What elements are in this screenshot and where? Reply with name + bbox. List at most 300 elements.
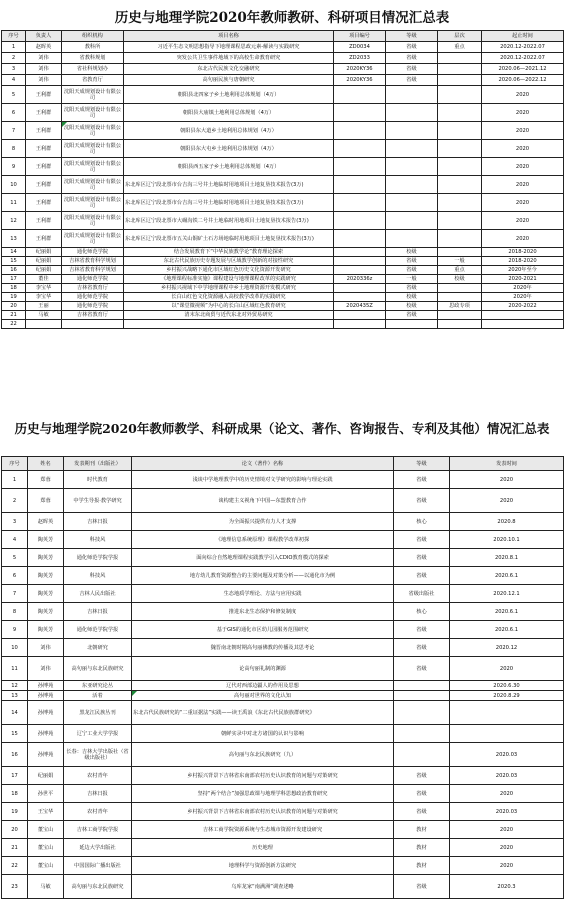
project-cell xyxy=(334,293,386,302)
project-cell xyxy=(438,158,482,176)
project-cell: 省级 xyxy=(386,284,438,293)
achievement-cell: 时代教育 xyxy=(64,471,132,489)
achievement-table xyxy=(1,456,564,899)
achievement-cell: 吉林日报 xyxy=(64,513,132,531)
achievement-cell xyxy=(450,725,564,743)
achievement-row xyxy=(2,691,564,701)
project-cell: ZD2033 xyxy=(334,53,386,64)
project-row xyxy=(2,302,564,311)
project-cell: 省级 xyxy=(386,53,438,64)
achievement-cell: 吉林人民出版社 xyxy=(64,585,132,603)
project-cell: 1 xyxy=(2,42,26,53)
project-cell xyxy=(62,320,124,329)
achievement-cell: 吉林工商学院资源系统与生态城市资源开发建设研究 xyxy=(132,821,394,839)
achievement-cell: 孙博苑 xyxy=(28,691,64,701)
achievement-cell: 吉林日报 xyxy=(64,785,132,803)
achievement-cell: 省级 xyxy=(394,549,450,567)
project-table xyxy=(1,30,564,329)
project-cell xyxy=(438,311,482,320)
project-row xyxy=(2,176,564,194)
achievement-cell: 董宝山 xyxy=(28,821,64,839)
project-cell: 沈阳天成规划设计有限公司 xyxy=(62,122,124,140)
achievement-cell: 2020.6.1 xyxy=(450,621,564,639)
project-cell xyxy=(334,104,386,122)
achievement-cell: 省级 xyxy=(394,785,450,803)
project-cell xyxy=(386,140,438,158)
project-cell: 2020 xyxy=(482,86,564,104)
achievement-cell: 陶英芳 xyxy=(28,585,64,603)
achievement-row xyxy=(2,549,564,567)
project-cell: 13 xyxy=(2,230,26,248)
achievement-cell: 13 xyxy=(2,691,28,701)
achievement-cell: 孙博苑 xyxy=(28,743,64,767)
achievement-cell: 核心 xyxy=(394,603,450,621)
project-cell: 朝阳县大庙镇土地利用总体规划（4万） xyxy=(124,104,334,122)
project-header-cell: 序号 xyxy=(2,31,26,42)
project-cell: 2020-2022 xyxy=(482,302,564,311)
achievement-row xyxy=(2,657,564,681)
achievement-cell: 18 xyxy=(2,785,28,803)
project-cell: 2020 xyxy=(482,140,564,158)
project-cell: 朝阳县东大屯乡土地利用总体规划（4万） xyxy=(124,140,334,158)
project-cell: 2 xyxy=(2,53,26,64)
achievement-cell: 董宝山 xyxy=(28,857,64,875)
achievement-cell: 3 xyxy=(2,513,28,531)
project-cell: 乡村振兴战略下通化市区域红色历史文化资源开发研究 xyxy=(124,266,334,275)
project-cell xyxy=(124,320,334,329)
project-cell: 省级 xyxy=(386,266,438,275)
project-header-cell: 负责人 xyxy=(26,31,62,42)
achievement-cell: 2020 xyxy=(450,857,564,875)
achievement-row xyxy=(2,513,564,531)
project-cell: 纪丽娟 xyxy=(26,257,62,266)
project-cell: 刘伟 xyxy=(26,64,62,75)
achievement-cell: 2020.10.1 xyxy=(450,531,564,549)
achievement-cell: 《地理信息系统原理》课程教学改革初探 xyxy=(132,531,394,549)
achievement-cell: 2 xyxy=(2,489,28,513)
project-cell: 王利群 xyxy=(26,230,62,248)
achievement-cell: 23 xyxy=(2,875,28,899)
achievement-cell: 2020.12.1 xyxy=(450,585,564,603)
achievement-cell: 6 xyxy=(2,567,28,585)
project-cell: 2020.12-2022.07 xyxy=(482,53,564,64)
project-cell xyxy=(386,194,438,212)
project-row xyxy=(2,122,564,140)
achievement-cell: 通化师范学院学报 xyxy=(64,549,132,567)
achievement-cell: 辽代对西部边疆人的作用及思想 xyxy=(132,681,394,691)
achievement-cell: 董宝山 xyxy=(28,839,64,857)
project-cell xyxy=(334,230,386,248)
project-cell xyxy=(438,104,482,122)
project-row xyxy=(2,158,564,176)
achievement-cell: 2020 xyxy=(450,839,564,857)
achievement-cell: 省级 xyxy=(394,621,450,639)
project-cell: 校级 xyxy=(438,275,482,284)
project-cell: 沈阳天成规划设计有限公司 xyxy=(62,230,124,248)
project-header-row xyxy=(2,31,564,42)
project-cell xyxy=(438,230,482,248)
project-row xyxy=(2,284,564,293)
achievement-cell: 2020.6.1 xyxy=(450,567,564,585)
project-cell xyxy=(334,194,386,212)
achievement-cell: 中学生导报·教学研究 xyxy=(64,489,132,513)
achievement-row xyxy=(2,767,564,785)
project-cell xyxy=(334,311,386,320)
achievement-cell: 2020.03 xyxy=(450,803,564,821)
achievement-cell: 刘伟 xyxy=(28,639,64,657)
achievement-cell: 省级 xyxy=(394,657,450,681)
achievement-cell: 延边大学出版社 xyxy=(64,839,132,857)
project-cell: 省级 xyxy=(386,75,438,86)
achievement-cell: 5 xyxy=(2,549,28,567)
achievement-cell: 基于GIS的通化市区幼儿园服务范围研究 xyxy=(132,621,394,639)
achievement-cell: 10 xyxy=(2,639,28,657)
achievement-cell: 纪丽娟 xyxy=(28,767,64,785)
achievement-header-cell: 发表时间 xyxy=(450,457,564,471)
achievement-header-row xyxy=(2,457,564,471)
project-header-cell: 组织机构 xyxy=(62,31,124,42)
project-cell xyxy=(438,248,482,257)
project-cell: 通化师范学院 xyxy=(62,248,124,257)
achievement-header-cell: 姓名 xyxy=(28,457,64,471)
project-cell: 朝阳县东大道乡土地利用总体规划（4万） xyxy=(124,122,334,140)
project-cell xyxy=(438,75,482,86)
project-cell: 省教科规划 xyxy=(62,53,124,64)
achievement-cell: 2020 xyxy=(450,785,564,803)
project-cell: 沈阳天成规划设计有限公司 xyxy=(62,158,124,176)
project-cell xyxy=(386,320,438,329)
achievement-cell: 为全面振兴提供有力人才支撑 xyxy=(132,513,394,531)
project-cell: 沈阳天成规划设计有限公司 xyxy=(62,140,124,158)
project-row xyxy=(2,53,564,64)
project-cell: 一般 xyxy=(386,275,438,284)
project-cell: 王利群 xyxy=(26,194,62,212)
project-cell: 东北库区辽宁段北票市台吉沟三号井土地临时用地项目土地复垦技术报告(3万) xyxy=(124,194,334,212)
table1-title: 历史与地理学院2020年教师教研、科研项目情况汇总表 xyxy=(114,10,450,26)
achievement-cell: 2020.6.30 xyxy=(450,681,564,691)
achievement-cell: 地方幼儿教育资源整合的主要问题及对策分析——以通化市为例 xyxy=(132,567,394,585)
project-cell: 5 xyxy=(2,86,26,104)
project-row xyxy=(2,104,564,122)
project-cell xyxy=(334,257,386,266)
project-cell: 沈阳天成规划设计有限公司 xyxy=(62,176,124,194)
achievement-cell: 陶英芳 xyxy=(28,531,64,549)
project-cell xyxy=(334,86,386,104)
achievement-cell: 科技风 xyxy=(64,567,132,585)
achievement-cell: 省级 xyxy=(394,767,450,785)
project-cell xyxy=(438,53,482,64)
project-cell xyxy=(482,320,564,329)
achievement-cell: 东亚研究论丛 xyxy=(64,681,132,691)
achievement-cell: 地理科学与资源创新方法研究 xyxy=(132,857,394,875)
project-cell: 《地理课程标准实施》课程建设与地理课程改革的实践研究 xyxy=(124,275,334,284)
project-cell: 9 xyxy=(2,158,26,176)
project-cell: 2020 xyxy=(482,194,564,212)
project-cell: 长白山红色文化资源融入高校教学改革的实践研究 xyxy=(124,293,334,302)
achievement-cell: 2020.03 xyxy=(450,767,564,785)
project-cell xyxy=(386,176,438,194)
project-cell xyxy=(334,212,386,230)
achievement-cell xyxy=(394,743,450,767)
project-cell: 赵晖英 xyxy=(26,42,62,53)
project-cell: 通化师范学院 xyxy=(62,293,124,302)
achievement-cell: 2020.12 xyxy=(450,639,564,657)
achievement-cell xyxy=(394,691,450,701)
achievement-cell: 赵晖英 xyxy=(28,513,64,531)
project-cell xyxy=(334,248,386,257)
achievement-cell: 2020.3 xyxy=(450,875,564,899)
project-cell: 2020年 xyxy=(482,284,564,293)
project-cell: 2020336z xyxy=(334,275,386,284)
achievement-row xyxy=(2,681,564,691)
achievement-header-cell: 序号 xyxy=(2,457,28,471)
project-cell: 高句丽民族与唐朝研究 xyxy=(124,75,334,86)
project-cell: 2020 xyxy=(482,158,564,176)
project-cell: 重点 xyxy=(438,266,482,275)
project-cell xyxy=(386,230,438,248)
project-cell: 18 xyxy=(2,284,26,293)
project-cell xyxy=(334,176,386,194)
project-cell: 21 xyxy=(2,311,26,320)
achievement-cell: 16 xyxy=(2,743,28,767)
achievement-row xyxy=(2,785,564,803)
project-cell: 王利群 xyxy=(26,140,62,158)
achievement-cell: 孙博苑 xyxy=(28,725,64,743)
project-cell: 通化师范学院 xyxy=(62,302,124,311)
project-cell xyxy=(438,122,482,140)
achievement-cell: 活着 xyxy=(64,691,132,701)
achievement-cell: 乡村振兴背景下吉林省东南部农村历史认识教育的问题与对策研究 xyxy=(132,803,394,821)
project-cell: 2018-2020 xyxy=(482,257,564,266)
project-cell: 纪丽娟 xyxy=(26,266,62,275)
achievement-row xyxy=(2,585,564,603)
project-cell: 14 xyxy=(2,248,26,257)
project-cell: 2020 xyxy=(482,212,564,230)
project-cell xyxy=(334,320,386,329)
achievement-cell: 长春：吉林大学出版社（省级出版社） xyxy=(64,743,132,767)
achievement-cell: 2020 xyxy=(450,489,564,513)
achievement-cell: 刘伟 xyxy=(28,657,64,681)
achievement-cell: 教材 xyxy=(394,839,450,857)
project-row xyxy=(2,320,564,329)
project-cell: 董佳 xyxy=(26,275,62,284)
achievement-cell: 8 xyxy=(2,603,28,621)
project-cell: 校级 xyxy=(386,293,438,302)
project-cell: 王利群 xyxy=(26,86,62,104)
achievement-cell: 2020 xyxy=(450,471,564,489)
achievement-cell: 21 xyxy=(2,839,28,857)
project-cell: 2020.06—2021.12 xyxy=(482,64,564,75)
achievement-cell: 黑龙江民族丛刊 xyxy=(64,701,132,725)
project-cell: 王利群 xyxy=(26,122,62,140)
project-cell: 省级 xyxy=(386,42,438,53)
project-cell: 2020KY36 xyxy=(334,64,386,75)
project-cell: 朝阳县北四家子乡土地利用总体规划（4万） xyxy=(124,86,334,104)
project-cell: 东北古代民族历史专题发展与区域教学创新的对接性研究 xyxy=(124,257,334,266)
table2-title: 历史与地理学院2020年教师教学、科研成果（论文、著作、咨询报告、专利及其他）情况汇总表 xyxy=(14,421,550,436)
achievement-cell: 通化师范学院学报 xyxy=(64,621,132,639)
achievement-row xyxy=(2,471,564,489)
achievement-cell: 省级 xyxy=(394,803,450,821)
project-cell xyxy=(482,311,564,320)
project-header-cell: 项目名称 xyxy=(124,31,334,42)
project-cell: 东北库区辽宁段北票市台吉沟三号井土地临时用地项目土地复垦技术报告(3万) xyxy=(124,176,334,194)
project-cell: 沈阳天成规划设计有限公司 xyxy=(62,86,124,104)
project-cell: 2020 xyxy=(482,104,564,122)
project-cell: 2020.12-2022.07 xyxy=(482,42,564,53)
project-cell xyxy=(438,176,482,194)
achievement-cell: 省级 xyxy=(394,489,450,513)
project-cell: 一般 xyxy=(438,257,482,266)
project-cell xyxy=(438,320,482,329)
achievement-cell: 魏晋南北朝时期高句丽佛教的传播及其思考论 xyxy=(132,639,394,657)
project-cell: 吉林省教育科学规划 xyxy=(62,257,124,266)
achievement-cell xyxy=(450,701,564,725)
project-cell xyxy=(438,86,482,104)
achievement-cell: 朝鲜实录中对北方诸国的认识与影响 xyxy=(132,725,394,743)
achievement-cell: 马敏 xyxy=(28,875,64,899)
achievement-cell: 陶英芳 xyxy=(28,603,64,621)
project-cell: 吉林省教育科学规划 xyxy=(62,266,124,275)
achievement-cell: 高句丽对世界的文化认知 xyxy=(132,691,394,701)
project-cell: 4 xyxy=(2,75,26,86)
project-cell xyxy=(334,140,386,158)
project-cell: 16 xyxy=(2,266,26,275)
achievement-cell: 孙博苑 xyxy=(28,681,64,691)
achievement-cell: 12 xyxy=(2,681,28,691)
achievement-cell: 孙博苑 xyxy=(28,701,64,725)
project-cell: 校级 xyxy=(386,248,438,257)
project-cell: 教科所 xyxy=(62,42,124,53)
project-header-cell: 等级 xyxy=(386,31,438,42)
achievement-cell: 东北古代民族研究的“二重证据法”实践——读王禹浪《东北古代民族族群研究》 xyxy=(132,701,394,725)
project-row xyxy=(2,42,564,53)
project-cell: 省级 xyxy=(386,257,438,266)
project-row xyxy=(2,275,564,284)
project-cell: 吉林省教育厅 xyxy=(62,284,124,293)
project-cell: 11 xyxy=(2,194,26,212)
project-cell: 7 xyxy=(2,122,26,140)
project-cell: 6 xyxy=(2,104,26,122)
achievement-cell: 11 xyxy=(2,657,28,681)
achievement-cell: 郑蓉 xyxy=(28,471,64,489)
achievement-row xyxy=(2,821,564,839)
project-cell: 沈阳天成规划设计有限公司 xyxy=(62,194,124,212)
project-header-cell: 层次 xyxy=(438,31,482,42)
project-cell: 17 xyxy=(2,275,26,284)
project-cell: 2020-2021 xyxy=(482,275,564,284)
project-cell: 20 xyxy=(2,302,26,311)
achievement-row xyxy=(2,839,564,857)
project-cell: 东北库区辽宁段北票市五关山铜矿土石方场地临时用地项目土地复垦技术报告(3万) xyxy=(124,230,334,248)
achievement-cell: 陶英芳 xyxy=(28,621,64,639)
project-cell: 李宝华 xyxy=(26,284,62,293)
achievement-header-cell: 论文（著作）名称 xyxy=(132,457,394,471)
achievement-cell: 省级 xyxy=(394,471,450,489)
achievement-cell: 教材 xyxy=(394,821,450,839)
project-cell: 2020435Z xyxy=(334,302,386,311)
project-cell: 习近平生态文明思想指导下地理课程思政元素-解读与实践研究 xyxy=(124,42,334,53)
project-cell: 东北库区辽宁段北票市大碾沟铁二号井土地临时用地项目土地复垦技术报告(3万) xyxy=(124,212,334,230)
achievement-row xyxy=(2,701,564,725)
achievement-cell: 谈构建主义视角下中国—东盟教育合作 xyxy=(132,489,394,513)
project-cell: 东北古代民族文化交融研究 xyxy=(124,64,334,75)
project-header-cell: 项目编号 xyxy=(334,31,386,42)
achievement-cell: 省级 xyxy=(394,567,450,585)
project-cell: 3 xyxy=(2,64,26,75)
achievement-cell: 2020.6.1 xyxy=(450,603,564,621)
achievement-cell: 陶英芳 xyxy=(28,567,64,585)
project-cell: 纪丽娟 xyxy=(26,248,62,257)
achievement-cell xyxy=(394,701,450,725)
project-cell: 8 xyxy=(2,140,26,158)
achievement-row xyxy=(2,621,564,639)
project-row xyxy=(2,266,564,275)
project-cell xyxy=(386,158,438,176)
project-row xyxy=(2,212,564,230)
project-row xyxy=(2,140,564,158)
project-cell: 王利群 xyxy=(26,104,62,122)
achievement-cell: 2020.8.29 xyxy=(450,691,564,701)
project-row xyxy=(2,248,564,257)
achievement-cell: 省级出版社 xyxy=(394,585,450,603)
project-row xyxy=(2,64,564,75)
achievement-cell: 14 xyxy=(2,701,28,725)
project-cell: 通化师范学院 xyxy=(62,275,124,284)
achievement-cell: 核心 xyxy=(394,513,450,531)
achievement-cell: 省级 xyxy=(394,531,450,549)
achievement-cell: 20 xyxy=(2,821,28,839)
achievement-row xyxy=(2,531,564,549)
achievement-cell: 推进东北生态保护和修复制度 xyxy=(132,603,394,621)
project-cell xyxy=(26,320,62,329)
project-cell: 突发公共卫生事件地域下的高校生命教育研究 xyxy=(124,53,334,64)
achievement-cell: 省级 xyxy=(394,639,450,657)
project-cell xyxy=(386,122,438,140)
project-cell xyxy=(386,104,438,122)
project-cell: 22 xyxy=(2,320,26,329)
achievement-cell: 王宝华 xyxy=(28,803,64,821)
project-cell: 王丽 xyxy=(26,302,62,311)
project-cell: 清末东北商贸与近代东北对外贸易研究 xyxy=(124,311,334,320)
project-row xyxy=(2,311,564,320)
project-row xyxy=(2,86,564,104)
project-cell: 刘伟 xyxy=(26,75,62,86)
project-cell: 马敏 xyxy=(26,311,62,320)
project-cell: 15 xyxy=(2,257,26,266)
project-cell xyxy=(438,293,482,302)
project-cell: 12 xyxy=(2,212,26,230)
achievement-cell: 4 xyxy=(2,531,28,549)
achievement-cell: 17 xyxy=(2,767,28,785)
project-cell: 2020 xyxy=(482,176,564,194)
project-cell: 朝阳县西五家子乡土地利用总体规划（4万） xyxy=(124,158,334,176)
achievement-cell: 坚持“两个结合”加强思政课与地理学科思想政治教育研究 xyxy=(132,785,394,803)
achievement-cell: 教材 xyxy=(394,857,450,875)
achievement-cell: 农村青年 xyxy=(64,803,132,821)
achievement-cell: 生态地质学理论、方法与应用实践 xyxy=(132,585,394,603)
achievement-cell: 19 xyxy=(2,803,28,821)
achievement-cell: 历史地理 xyxy=(132,839,394,857)
achievement-row xyxy=(2,603,564,621)
achievement-cell: 乌库龙家“南满洲”调查述略 xyxy=(132,875,394,899)
project-cell xyxy=(438,64,482,75)
project-cell: 刘伟 xyxy=(26,53,62,64)
project-cell: 重点 xyxy=(438,42,482,53)
project-cell: 李宝华 xyxy=(26,293,62,302)
project-cell: 吉林省教育厅 xyxy=(62,311,124,320)
project-row xyxy=(2,75,564,86)
